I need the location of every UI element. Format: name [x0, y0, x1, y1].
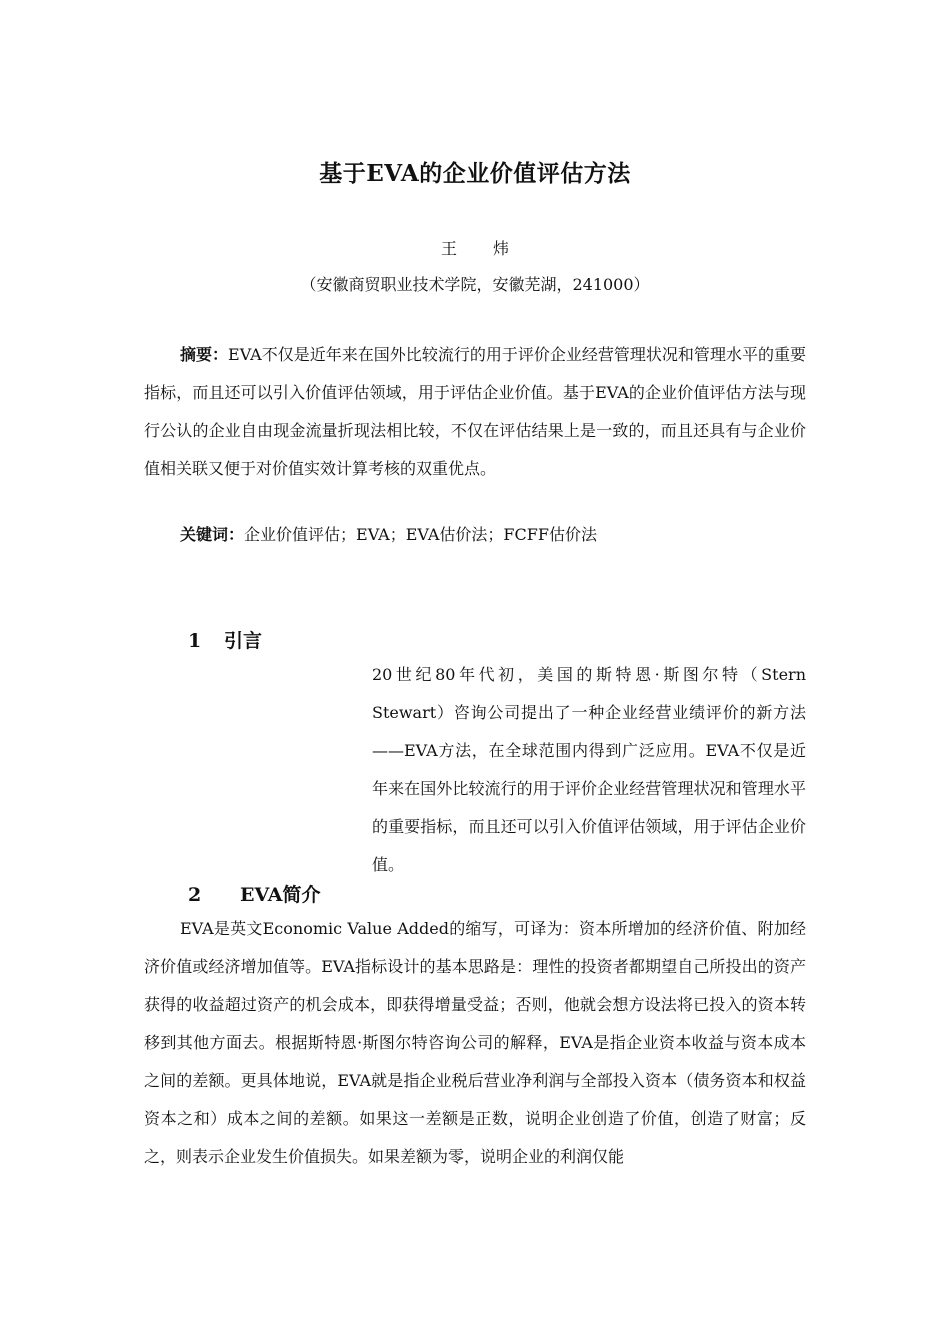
section-paragraph-eva-intro: EVA是英文Economic Value Added的缩写，可译为：资本所增加的经济价值、附加经济价值或经济增加值等。EVA指标设计的基本思路是：理性的投资者都期望自己所投出的资产获得的收益超过资产的机会成本，即获得增量受益；否则，他就会想方设法将已投入的资本转移到其他方面去。根据斯特恩·斯图尔特咨询公司的解释，EVA是指企业资本收益与资本成本之间的差额。更具体地说，EVA就是指企业税后营业净利润与全部投入资本（债务资本和权益资本之和）成本之间的差额。如果这一差额是正数，说明企业创造了价值，创造了财富；反之，则表示企业发生价值损失。如果差额为零，说明企业的利润仅能: [144, 919, 806, 1166]
section-number: 1: [188, 630, 202, 652]
keywords-text: 企业价值评估；EVA；EVA估价法；FCFF估价法: [244, 525, 597, 544]
section-heading-introduction: [188, 626, 262, 653]
paper-title: 基于EVA的企业价值评估方法: [319, 160, 631, 187]
keywords: [144, 516, 806, 554]
author-name: [0, 236, 950, 259]
section-heading-eva-intro: [188, 880, 321, 907]
keywords-label: 关键词：: [180, 525, 245, 544]
abstract-text: EVA不仅是近年来在国外比较流行的用于评价企业经营管理状况和管理水平的重要指标，而且还可以引入价值评估领域，用于评估企业价值。基于EVA的企业价值评估方法与现行公认的企业自由现金流量折现法相比较，不仅在评估结果上是一致的，而且还具有与企业价值相关联又便于对价值实效计算考核的双重优点。: [144, 345, 806, 478]
paragraph-text: 20世纪80年代初，美国的斯特恩·斯图尔特（Stern Stewart）咨询公司提出了一种企业经营业绩评价的新方法——EVA方法，在全球范围内得到广泛应用。EVA不仅是近年来在国外比较流行的用于评价企业经营管理状况和管理水平的重要指标，而且还可以引入价值评估领域，用于评估企业价值。: [372, 665, 806, 874]
section-title: 引言: [224, 630, 263, 652]
author-affiliation: （安徽商贸职业技术学院，安徽芜湖，241000）: [300, 275, 650, 294]
abstract: [144, 336, 806, 488]
section-title: EVA简介: [240, 884, 321, 906]
section-number: 2: [188, 884, 202, 906]
section-paragraph-introduction: [144, 656, 806, 884]
abstract-label: 摘要：: [180, 345, 229, 364]
author-given-name: 炜: [493, 239, 510, 258]
author-surname: 王: [440, 239, 457, 258]
